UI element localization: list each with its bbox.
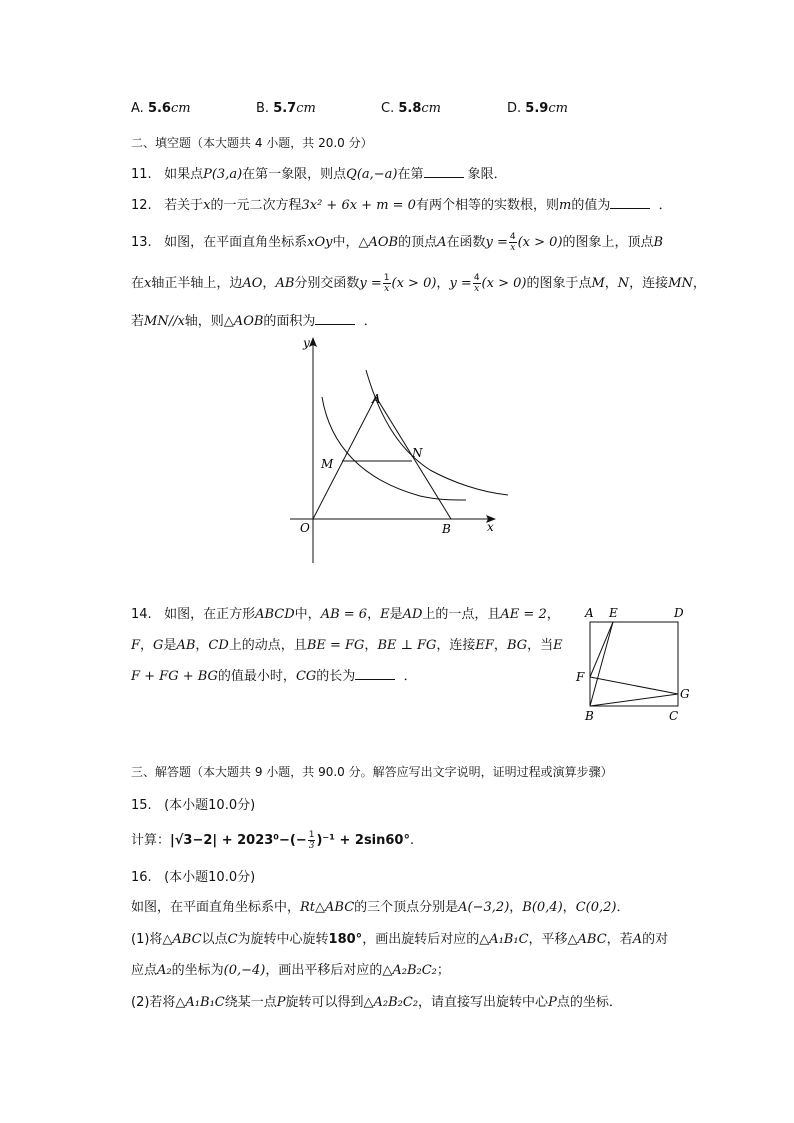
label-e: E <box>609 606 618 620</box>
segment-bg <box>590 694 678 706</box>
fraction: $\frac{1}{x}$ <box>383 273 390 294</box>
section-2-title: 二、填空题（本大题共 4 小题，共 20.0 分） <box>131 136 373 150</box>
label-m: M <box>321 457 334 471</box>
label-n: N <box>412 446 423 460</box>
question-13-line-1: 13. 如图，在平面直角坐标系xOy中，△AOB的顶点A在函数y = $\frac{4}{x}$ (x > 0)的图象上，顶点B <box>131 232 664 253</box>
option-d: D. 5.9cm <box>507 101 568 116</box>
option-b: B. 5.7cm <box>256 101 316 116</box>
question-11: 11. 如果点P(3,a)在第一象限，则点Q(a,−a)在第 象限． <box>131 167 507 182</box>
square-abcd <box>590 622 678 706</box>
question-16-line-4: (2)若将△A₁B₁C绕某一点P旋转可以得到△A₂B₂C₂，请直接写出旋转中心P点的坐标． <box>131 995 622 1010</box>
label-d: D <box>674 606 684 620</box>
fraction: $\frac{4}{x}$ <box>473 273 480 294</box>
segment-ef <box>590 622 613 677</box>
question-16-line-1: 如图，在平面直角坐标系中，Rt△ABC的三个顶点分别是A(−3,2)，B(0,4)，C(0,2)． <box>131 900 630 915</box>
segment-fg <box>590 677 678 694</box>
option-a: A. 5.6cm <box>131 101 191 116</box>
label-g: G <box>680 687 690 701</box>
question-12: 12. 若关于x的一元二次方程3x² + 6x + m = 0有两个相等的实数根，则m的值为 ． <box>131 198 672 213</box>
question-15-body: 计算：|√3−2| + 2023⁰−(− $\frac{1}{3}$ )⁻¹ + 2sin60°. <box>131 830 415 851</box>
fraction: $\frac{4}{x}$ <box>509 232 516 253</box>
segment-be <box>590 622 613 706</box>
label-b: B <box>442 522 451 536</box>
label-a: A <box>372 392 381 406</box>
question-14-line-2: F，G是AB，CD上的动点，且BE = FG，BE ⊥ FG，连接EF，BG，当E <box>131 638 563 653</box>
label-c: C <box>669 709 679 723</box>
section-3-title: 三、解答题（本大题共 9 小题，共 90.0 分。解答应写出文字说明，证明过程或演算步骤） <box>131 765 613 779</box>
label-a: A <box>585 606 594 620</box>
question-16-header: 16. (本小题10.0分) <box>131 870 256 885</box>
question-13-line-3: 若MN//x轴，则△AOB的面积为 ． <box>131 314 377 329</box>
question-16-line-3: 应点A₂的坐标为(0,−4)，画出平移后对应的△A₂B₂C₂； <box>131 963 450 978</box>
label-b: B <box>585 709 594 723</box>
question-16-line-2: (1)将△ABC以点C为旋转中心旋转180°，画出旋转后对应的△A₁B₁C，平移△ABC，若A的对 <box>131 932 669 947</box>
question-14-line-1: 14. 如图，在正方形ABCD中，AB = 6，E是AD上的一点，且AE = 2， <box>131 607 560 622</box>
question-15-header: 15. (本小题10.0分) <box>131 798 256 813</box>
fraction: $\frac{1}{3}$ <box>308 830 315 851</box>
option-c: C. 5.8cm <box>381 101 441 116</box>
label-o: O <box>300 521 310 535</box>
label-f: F <box>576 670 585 684</box>
question-13-line-2: 在x轴正半轴上，边AO，AB分别交函数y = $\frac{1}{x}$ (x > 0)，y = $\frac{4}{x}$ (x > 0)的图象于点M，N，连接MN， <box>131 273 706 294</box>
question-14-line-3: F + FG + BG的值最小时，CG的长为 ． <box>131 669 417 684</box>
label-x: x <box>487 520 494 534</box>
label-y: y <box>303 336 310 350</box>
